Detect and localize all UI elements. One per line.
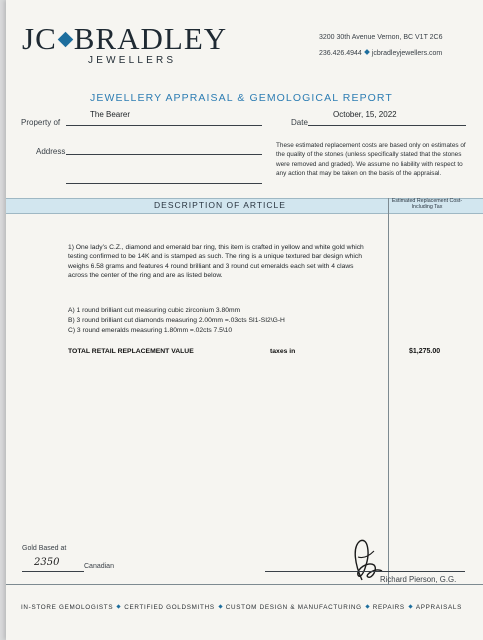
separator-diamond-icon <box>408 604 412 608</box>
total-label: TOTAL RETAIL REPLACEMENT VALUE <box>68 348 194 355</box>
date-value: October, 15, 2022 <box>333 110 397 119</box>
signature-line <box>265 571 465 572</box>
gold-line <box>22 571 84 572</box>
date-line <box>308 125 466 126</box>
stone-list <box>68 306 370 337</box>
date-label: Date <box>291 118 308 127</box>
gold-price-handwritten: 2350 <box>34 557 60 568</box>
total-value: $1,275.00 <box>409 348 441 355</box>
stone-item: A) 1 round brilliant cut measuring cubic zirconium 3.80mm <box>68 307 241 314</box>
property-label: Property of <box>21 118 61 127</box>
store-phone: 236.426.4944 <box>319 50 362 57</box>
services-footer <box>0 604 483 611</box>
brand-name-left: JC <box>22 21 57 56</box>
item-description: 1) One lady’s C.Z., diamond and emerald bar ring, this item is crafted in yellow and white gold which testing confirmed to be 14K and is stamped as such. The ring is a unique textured bar design which weighs 6.58 grams and features 4 round brilliant and 3 round cut emeralds each set with 4 claws across the center of the ring and are as listed below. <box>68 244 364 280</box>
service-item: CERTIFIED GOLDSMITHS <box>124 604 215 611</box>
separator-diamond-icon <box>218 604 222 608</box>
separator-diamond-icon <box>365 604 369 608</box>
stone-item: B) 3 round brilliant cut diamonds measuring 2.00mm =.03cts SI1-SI2\G-H <box>68 317 285 325</box>
description-header: DESCRIPTION OF ARTICLE <box>154 200 286 210</box>
column-divider <box>388 198 389 585</box>
contact-line <box>319 50 442 57</box>
bottom-rule <box>6 584 483 585</box>
report-title: JEWELLERY APPRAISAL & GEMOLOGICAL REPORT <box>90 92 393 104</box>
taxes-label: taxes in <box>270 348 296 355</box>
appraiser-name: Richard Pierson, G.G. <box>380 575 457 584</box>
brand-name-right: BRADLEY <box>73 21 228 56</box>
cost-column-header: Estimated Replacement Cost-Including Tax <box>391 198 463 211</box>
property-value: The Bearer <box>90 110 131 119</box>
store-website: jcbradleyjewellers.com <box>371 50 443 57</box>
brand-logo <box>22 21 228 56</box>
currency-label: Canadian <box>84 563 114 570</box>
service-item: APPRAISALS <box>415 604 463 611</box>
stone-item: C) 3 round emeralds measuring 1.80mm =.02cts 7.5\10 <box>68 327 233 335</box>
address-line-1 <box>66 154 262 155</box>
service-item: IN-STORE GEMOLOGISTS <box>20 604 114 611</box>
address-label: Address <box>36 147 66 156</box>
separator-diamond-icon <box>117 604 121 608</box>
diamond-icon <box>57 32 73 48</box>
service-item: CUSTOM DESIGN & MANUFACTURING <box>225 604 362 611</box>
separator-diamond-icon <box>364 49 370 55</box>
store-address: 3200 30th Avenue Vernon, BC V1T 2C6 <box>319 34 443 41</box>
address-line-2 <box>66 183 262 184</box>
gold-based-label: Gold Based at <box>22 545 67 552</box>
disclaimer-text: These estimated replacement costs are based only on estimates of the quality of the stones (unless specifically stated that the stones were removed and graded). We assume no liability with respect to any action that may be taken on the basis of the appraisal. <box>276 142 466 177</box>
brand-subtitle: JEWELLERS <box>88 55 177 66</box>
service-item: REPAIRS <box>372 604 405 611</box>
property-line <box>66 125 262 126</box>
